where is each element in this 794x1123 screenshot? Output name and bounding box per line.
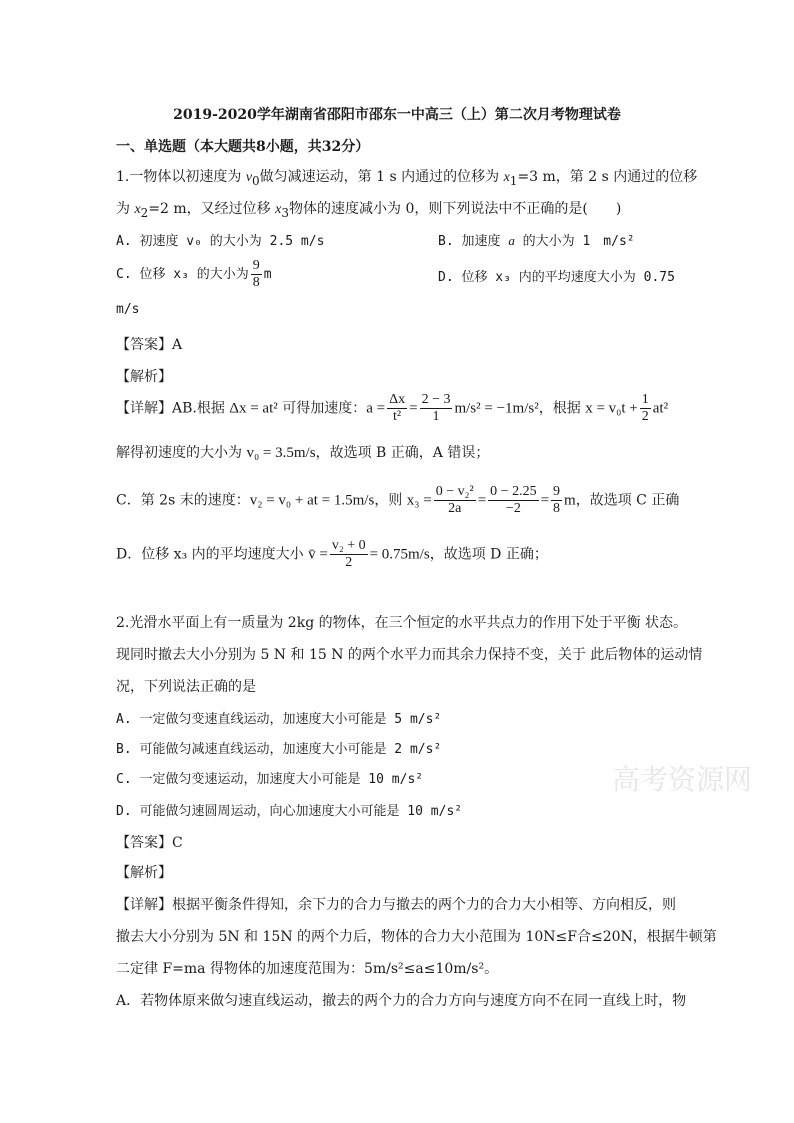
fraction: $\frac{\text{0 − v₂²}}{2a}$ <box>435 484 474 516</box>
q1-answer: 【答案】A <box>116 337 183 353</box>
q2-option-c: C. 一定做匀变速运动，加速度大小可能是 10 m/s² <box>116 772 424 787</box>
q2-answer: 【答案】C <box>116 835 183 851</box>
q2-detail-line3: 二定律 F=ma 得物体的加速度范围为：5m/s²≤a≤10m/s²。 <box>116 961 499 977</box>
q2-option-a: A. 一定做匀变速直线运动，加速度大小可能是 5 m/s² <box>116 712 442 727</box>
q2-analysis-label: 【解析】 <box>116 865 172 881</box>
q2-option-d: D. 可能做匀速圆周运动，向心加速度大小可能是 10 m/s² <box>116 804 463 819</box>
fraction: $\frac{\text{v₂ + 0}}{2}$ <box>331 538 366 570</box>
q1-option-d: D. 位移 x₃ 内的平均速度大小为 0.75 <box>438 270 675 285</box>
fraction: $\frac{1}{2}$ <box>641 392 649 424</box>
q1-option-b: B. 加速度 a 的大小为 1 m/s² <box>438 233 635 249</box>
watermark: 高考资源网 <box>612 763 753 796</box>
q2-option-b: B. 可能做匀减速直线运动，加速度大小可能是 2 m/s² <box>116 742 442 757</box>
fraction: $\frac{0 - 2.25}{-2}$ <box>490 484 537 516</box>
q2-detail-line1: 【详解】根据平衡条件得知，余下力的合力与撤去的两个力的合力大小相等、方向相反，则 <box>116 897 676 913</box>
q2-stem-line2: 现同时撤去大小分别为 5 N 和 15 N 的两个水平力而其余力保持不变，关于 此后物体的运动情 <box>116 647 703 663</box>
q1-stem-line2: 为 $x_2=2$ m，又经过位移 $x_3$物体的速度减小为 0，则下列说法中不正确的是( ) <box>116 201 622 220</box>
q1-option-a: A. 初速度 v₀ 的大小为 2.5 m/s <box>116 234 325 249</box>
q1-stem-line1: 1.一物体以初速度为 $v_0$做匀减速运动，第 1 s 内通过的位移为 $x_1=3$ m，第 2 s 内通过的位移 <box>116 169 698 188</box>
q2-detail-line2: 撤去大小分别为 5N 和 15N 的两个力后，物体的合力大小范围为 10N≤F合≤20N，根据牛顿第 <box>116 929 717 945</box>
q2-detail-line4: A．若物体原来做匀速直线运动，撤去的两个力的合力方向与速度方向不在同一直线上时，物 <box>116 993 687 1009</box>
fraction: $\frac{9}{8}$ <box>553 484 561 516</box>
q1-option-c: C. 位移 x₃ 的大小为 $\frac{9}{8}$ m <box>116 258 272 290</box>
page-title: 2019-2020学年湖南省邵阳市邵东一中高三（上）第二次月考物理试卷 <box>173 107 621 123</box>
section-heading: 一、单选题（本大题共8小题，共32分） <box>116 139 370 155</box>
q1-detail-line4: D．位移 x₃ 内的平均速度大小 v̄ = $\frac{\text{v₂ + 0}}{2}$ = 0.75m/s，故选项 D 正确； <box>116 538 548 570</box>
fraction: $\frac{2 - 3}{1}$ <box>421 392 451 424</box>
q1-analysis-label: 【解析】 <box>116 369 172 385</box>
q1-option-d-unit: m/s <box>116 302 140 317</box>
q2-stem-line3: 况，下列说法正确的是 <box>116 679 256 695</box>
fraction: $\frac{9}{8}$ <box>252 258 260 290</box>
q1-detail-line3: C．第 2s 末的速度：v₂ = v₀ + at = 1.5m/s，则 x₃ = $\frac{\text{0 − v₂²}}{2a}$ = $\frac{0 - 2.25}{-2}$ = $\frac{9}{8}$ m，故选项 C 正确 <box>116 484 680 516</box>
fraction: $\frac{\Delta x}{\text{t²}}$ <box>389 392 406 424</box>
q1-detail-line1: 【详解】AB.根据 Δx = at² 可得加速度：a = $\frac{\Delta x}{\text{t²}}$ = $\frac{2 - 3}{1}$ m/s² = −1m/s²，根据 x = v₀t + $\frac{1}{2}$ at² <box>116 392 669 424</box>
q1-detail-line2: 解得初速度的大小为 v₀ = 3.5m/s，故选项 B 正确，A 错误； <box>116 445 490 461</box>
q2-stem-line1: 2.光滑水平面上有一质量为 2kg 的物体，在三个恒定的水平共点力的作用下处于平衡 状态。 <box>116 615 688 631</box>
